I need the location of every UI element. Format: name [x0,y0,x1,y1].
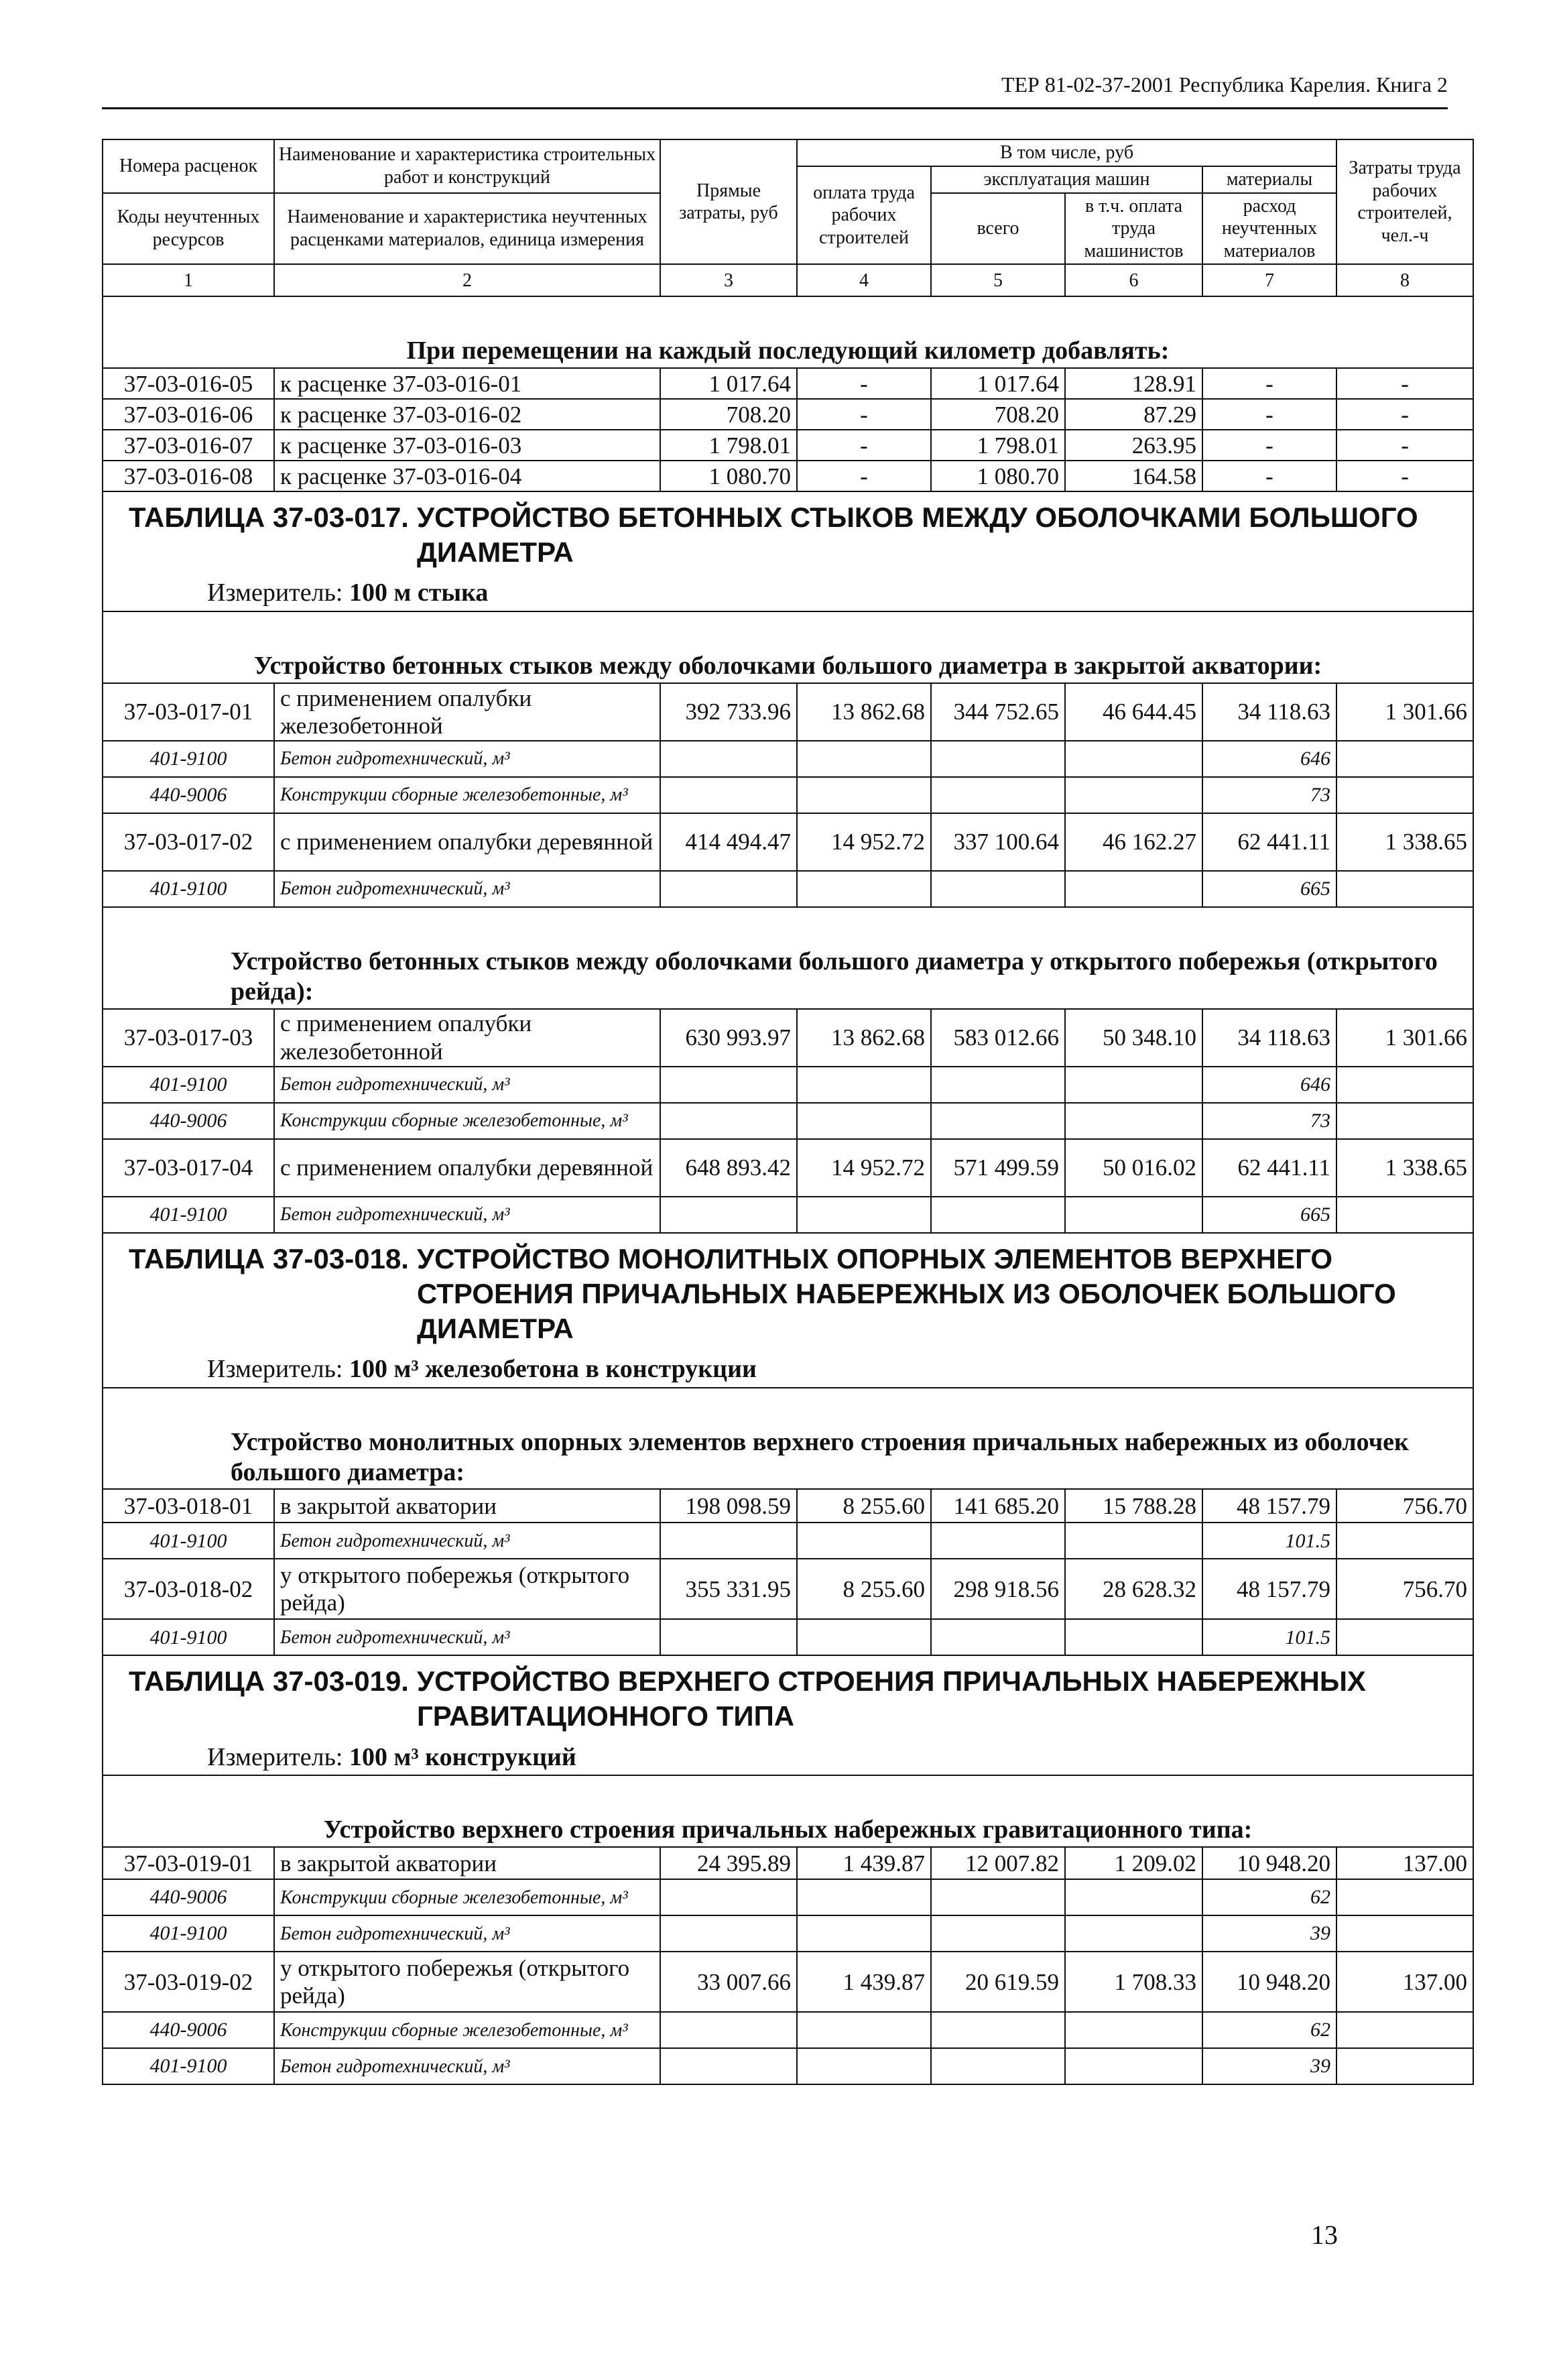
labor-hours: - [1336,461,1473,491]
table-label: ТАБЛИЦА 37-03-017. [129,501,409,534]
material-quantity: 62 [1202,1879,1336,1915]
col-header-machines-total: всего [931,193,1065,265]
section-title: Устройство бетонных стыков между оболочками большого диаметра в закрытой акватории: [103,647,1473,683]
col-number: 1 [103,264,274,296]
labor-hours: 756.70 [1336,1489,1473,1523]
labor-pay: - [797,399,931,430]
resource-code: 440-9006 [103,1103,274,1139]
machinists-pay: 28 628.32 [1065,1559,1202,1619]
material-row [103,1523,1473,1559]
col-number: 7 [1202,264,1336,296]
material-quantity: 646 [1202,741,1336,777]
material-description: Бетон гидротехнический, м³ [274,871,660,907]
table-row [103,1489,1473,1523]
resource-code: 401-9100 [103,1067,274,1103]
rate-description: с применением опалубки железобетонной [274,1009,660,1067]
rate-description: в закрытой акватории [274,1847,660,1879]
material-description: Конструкции сборные железобетонные, м³ [274,1103,660,1139]
rate-code: 37-03-017-01 [103,683,274,741]
direct-costs: 1 017.64 [660,368,797,399]
labor-hours: - [1336,368,1473,399]
table-title [103,1655,1473,1736]
table-row [103,1009,1473,1067]
material-row [103,1103,1473,1139]
col-header-material-consumption: расход неучтенных материалов [1202,193,1336,265]
table-name: УСТРОЙСТВО БЕТОННЫХ СТЫКОВ МЕЖДУ ОБОЛОЧКАМИ БОЛЬШОГО ДИАМЕТРА [416,501,1418,569]
table-row [103,683,1473,741]
table-row [103,399,1473,430]
material-quantity: 665 [1202,1197,1336,1233]
labor-hours: - [1336,430,1473,461]
rate-description: с применением опалубки деревянной [274,1139,660,1197]
materials: 34 118.63 [1202,683,1336,741]
material-quantity: 39 [1202,1915,1336,1952]
material-quantity: 665 [1202,871,1336,907]
table-label: ТАБЛИЦА 37-03-019. [129,1665,409,1698]
machines-total: 583 012.66 [931,1009,1065,1067]
table-row [103,1952,1473,2012]
labor-pay: - [797,430,931,461]
material-row [103,1619,1473,1655]
material-description: Бетон гидротехнический, м³ [274,741,660,777]
material-description: Конструкции сборные железобетонные, м³ [274,777,660,813]
col-header-labor-pay: оплата труда рабочих строителей [797,166,931,264]
direct-costs: 414 494.47 [660,813,797,871]
resource-code: 401-9100 [103,1197,274,1233]
machinists-pay: 46 644.45 [1065,683,1202,741]
machines-total: 1 798.01 [931,430,1065,461]
rate-description: к расценке 37-03-016-04 [274,461,660,491]
rate-description: в закрытой акватории [274,1489,660,1523]
material-description: Бетон гидротехнический, м³ [274,1915,660,1952]
resource-code: 401-9100 [103,741,274,777]
resource-code: 440-9006 [103,2012,274,2048]
labor-pay: - [797,461,931,491]
rate-code: 37-03-018-01 [103,1489,274,1523]
material-quantity: 101.5 [1202,1523,1336,1559]
machinists-pay: 164.58 [1065,461,1202,491]
col-header-group-materials: материалы [1202,166,1336,193]
section-title: При перемещении на каждый последующий километр добавлять: [103,332,1473,368]
col-header-work-description: Наименование и характеристика строительных работ и конструкций [274,139,660,193]
material-description: Конструкции сборные железобетонные, м³ [274,2012,660,2048]
materials: - [1202,368,1336,399]
rate-description: у открытого побережья (открытого рейда) [274,1559,660,1619]
material-quantity: 101.5 [1202,1619,1336,1655]
material-row [103,1915,1473,1952]
rate-description: к расценке 37-03-016-02 [274,399,660,430]
labor-hours: - [1336,399,1473,430]
header-rule [102,107,1448,109]
material-description: Бетон гидротехнический, м³ [274,2048,660,2084]
labor-pay: 13 862.68 [797,683,931,741]
table-row [103,1139,1473,1197]
labor-hours: 756.70 [1336,1559,1473,1619]
rate-description: у открытого побережья (открытого рейда) [274,1952,660,2012]
machines-total: 1 017.64 [931,368,1065,399]
labor-hours: 1 301.66 [1336,1009,1473,1067]
measure-value: 100 м³ конструкций [349,1742,576,1771]
rate-code: 37-03-019-01 [103,1847,274,1879]
measure-label: Измеритель: [207,579,343,607]
table-label: ТАБЛИЦА 37-03-018. [129,1242,409,1274]
materials: 62 441.11 [1202,813,1336,871]
direct-costs: 1 080.70 [660,461,797,491]
rate-code: 37-03-016-07 [103,430,274,461]
material-description: Бетон гидротехнический, м³ [274,1197,660,1233]
col-header-labor-hours: Затраты труда рабочих строителей, чел.-ч [1336,139,1473,264]
direct-costs: 24 395.89 [660,1847,797,1879]
resource-code: 440-9006 [103,1879,274,1915]
section-title: Устройство монолитных опорных элементов верхнего строения причальных набережных из оболочек большого диаметра: [103,1423,1473,1490]
table-row [103,1847,1473,1879]
measure-value: 100 м стыка [349,579,489,607]
labor-pay: 8 255.60 [797,1489,931,1523]
col-header-direct-costs: Прямые затраты, руб [660,139,797,264]
direct-costs: 392 733.96 [660,683,797,741]
page-number: 13 [1311,2220,1338,2250]
resource-code: 401-9100 [103,1619,274,1655]
machinists-pay: 15 788.28 [1065,1489,1202,1523]
col-header-rate-numbers: Номера расценок [103,139,274,193]
measure-label: Измеритель: [207,1742,343,1771]
labor-hours: 1 301.66 [1336,683,1473,741]
col-number: 5 [931,264,1065,296]
machinists-pay: 50 016.02 [1065,1139,1202,1197]
rate-description: к расценке 37-03-016-01 [274,368,660,399]
direct-costs: 708.20 [660,399,797,430]
rate-description: с применением опалубки деревянной [274,813,660,871]
machinists-pay: 46 162.27 [1065,813,1202,871]
machinists-pay: 128.91 [1065,368,1202,399]
material-row [103,741,1473,777]
labor-pay: - [797,368,931,399]
machinists-pay: 1 708.33 [1065,1952,1202,2012]
measure-label: Измеритель: [207,1354,343,1383]
material-row [103,871,1473,907]
machinists-pay: 1 209.02 [1065,1847,1202,1879]
materials: 10 948.20 [1202,1952,1336,2012]
measure-unit [103,1349,1473,1388]
measure-unit [103,1737,1473,1776]
rate-code: 37-03-016-06 [103,399,274,430]
materials: 34 118.63 [1202,1009,1336,1067]
labor-hours: 137.00 [1336,1847,1473,1879]
table-row [103,813,1473,871]
machinists-pay: 50 348.10 [1065,1009,1202,1067]
rate-code: 37-03-016-05 [103,368,274,399]
rate-description: с применением опалубки железобетонной [274,683,660,741]
machines-total: 708.20 [931,399,1065,430]
resource-code: 401-9100 [103,1915,274,1952]
resource-code: 401-9100 [103,2048,274,2084]
rate-code: 37-03-017-04 [103,1139,274,1197]
material-description: Бетон гидротехнический, м³ [274,1523,660,1559]
direct-costs: 33 007.66 [660,1952,797,2012]
direct-costs: 648 893.42 [660,1139,797,1197]
materials: - [1202,430,1336,461]
col-header-resource-codes: Коды неучтенных ресурсов [103,193,274,265]
col-number: 4 [797,264,931,296]
col-number: 3 [660,264,797,296]
resource-code: 440-9006 [103,777,274,813]
labor-pay: 13 862.68 [797,1009,931,1067]
table-name: УСТРОЙСТВО ВЕРХНЕГО СТРОЕНИЯ ПРИЧАЛЬНЫХ НАБЕРЕЖНЫХ ГРАВИТАЦИОННОГО ТИПА [416,1665,1366,1732]
labor-hours: 1 338.65 [1336,1139,1473,1197]
labor-pay: 1 439.87 [797,1952,931,2012]
direct-costs: 630 993.97 [660,1009,797,1067]
rate-code: 37-03-018-02 [103,1559,274,1619]
direct-costs: 355 331.95 [660,1559,797,1619]
material-quantity: 39 [1202,2048,1336,2084]
materials: - [1202,399,1336,430]
material-quantity: 73 [1202,1103,1336,1139]
material-quantity: 73 [1202,777,1336,813]
material-row [103,2012,1473,2048]
material-quantity: 62 [1202,2012,1336,2048]
section-title: Устройство бетонных стыков между оболочками большого диаметра у открытого побережья (открытого рейда): [103,943,1473,1009]
table-title [103,1233,1473,1349]
running-header: ТЕР 81-02-37-2001 Республика Карелия. Книга 2 [1001,72,1448,97]
machines-total: 141 685.20 [931,1489,1065,1523]
table-name: УСТРОЙСТВО МОНОЛИТНЫХ ОПОРНЫХ ЭЛЕМЕНТОВ ВЕРХНЕГО СТРОЕНИЯ ПРИЧАЛЬНЫХ НАБЕРЕЖНЫХ ИЗ ОБОЛОЧЕК БОЛЬШОГО ДИАМЕТРА [416,1242,1396,1344]
col-number: 2 [274,264,660,296]
col-header-material-description: Наименование и характеристика неучтенных расценками материалов, единица измерения [274,193,660,265]
labor-pay: 14 952.72 [797,1139,931,1197]
table-row [103,368,1473,399]
table-row [103,1559,1473,1619]
labor-pay: 8 255.60 [797,1559,931,1619]
col-header-group-machines: эксплуатация машин [931,166,1202,193]
machines-total: 298 918.56 [931,1559,1065,1619]
machines-total: 1 080.70 [931,461,1065,491]
table-row [103,430,1473,461]
materials: 48 157.79 [1202,1559,1336,1619]
material-row [103,1067,1473,1103]
table-row [103,461,1473,491]
materials: 48 157.79 [1202,1489,1336,1523]
direct-costs: 198 098.59 [660,1489,797,1523]
table-title [103,491,1473,573]
rate-code: 37-03-017-02 [103,813,274,871]
machines-total: 571 499.59 [931,1139,1065,1197]
col-number: 6 [1065,264,1202,296]
rate-description: к расценке 37-03-016-03 [274,430,660,461]
resource-code: 401-9100 [103,871,274,907]
material-row [103,1197,1473,1233]
col-number: 8 [1336,264,1473,296]
measure-unit [103,573,1473,611]
machines-total: 20 619.59 [931,1952,1065,2012]
table-header [103,139,1473,296]
col-header-group-including: В том числе, руб [797,139,1336,166]
rate-code: 37-03-017-03 [103,1009,274,1067]
material-description: Бетон гидротехнический, м³ [274,1067,660,1103]
direct-costs: 1 798.01 [660,430,797,461]
resource-code: 401-9100 [103,1523,274,1559]
materials: 10 948.20 [1202,1847,1336,1879]
materials: 62 441.11 [1202,1139,1336,1197]
material-row [103,2048,1473,2084]
col-header-machinists-pay: в т.ч. оплата труда машинистов [1065,193,1202,265]
material-row [103,777,1473,813]
machines-total: 344 752.65 [931,683,1065,741]
material-row [103,1879,1473,1915]
rate-code: 37-03-016-08 [103,461,274,491]
material-description: Бетон гидротехнический, м³ [274,1619,660,1655]
machines-total: 12 007.82 [931,1847,1065,1879]
pricing-table [102,139,1474,2085]
labor-pay: 14 952.72 [797,813,931,871]
material-description: Конструкции сборные железобетонные, м³ [274,1879,660,1915]
machinists-pay: 263.95 [1065,430,1202,461]
labor-pay: 1 439.87 [797,1847,931,1879]
labor-hours: 1 338.65 [1336,813,1473,871]
rate-code: 37-03-019-02 [103,1952,274,2012]
labor-hours: 137.00 [1336,1952,1473,2012]
materials: - [1202,461,1336,491]
machines-total: 337 100.64 [931,813,1065,871]
measure-value: 100 м³ железобетона в конструкции [349,1354,757,1383]
section-title: Устройство верхнего строения причальных набережных гравитационного типа: [103,1811,1473,1847]
material-quantity: 646 [1202,1067,1336,1103]
machinists-pay: 87.29 [1065,399,1202,430]
